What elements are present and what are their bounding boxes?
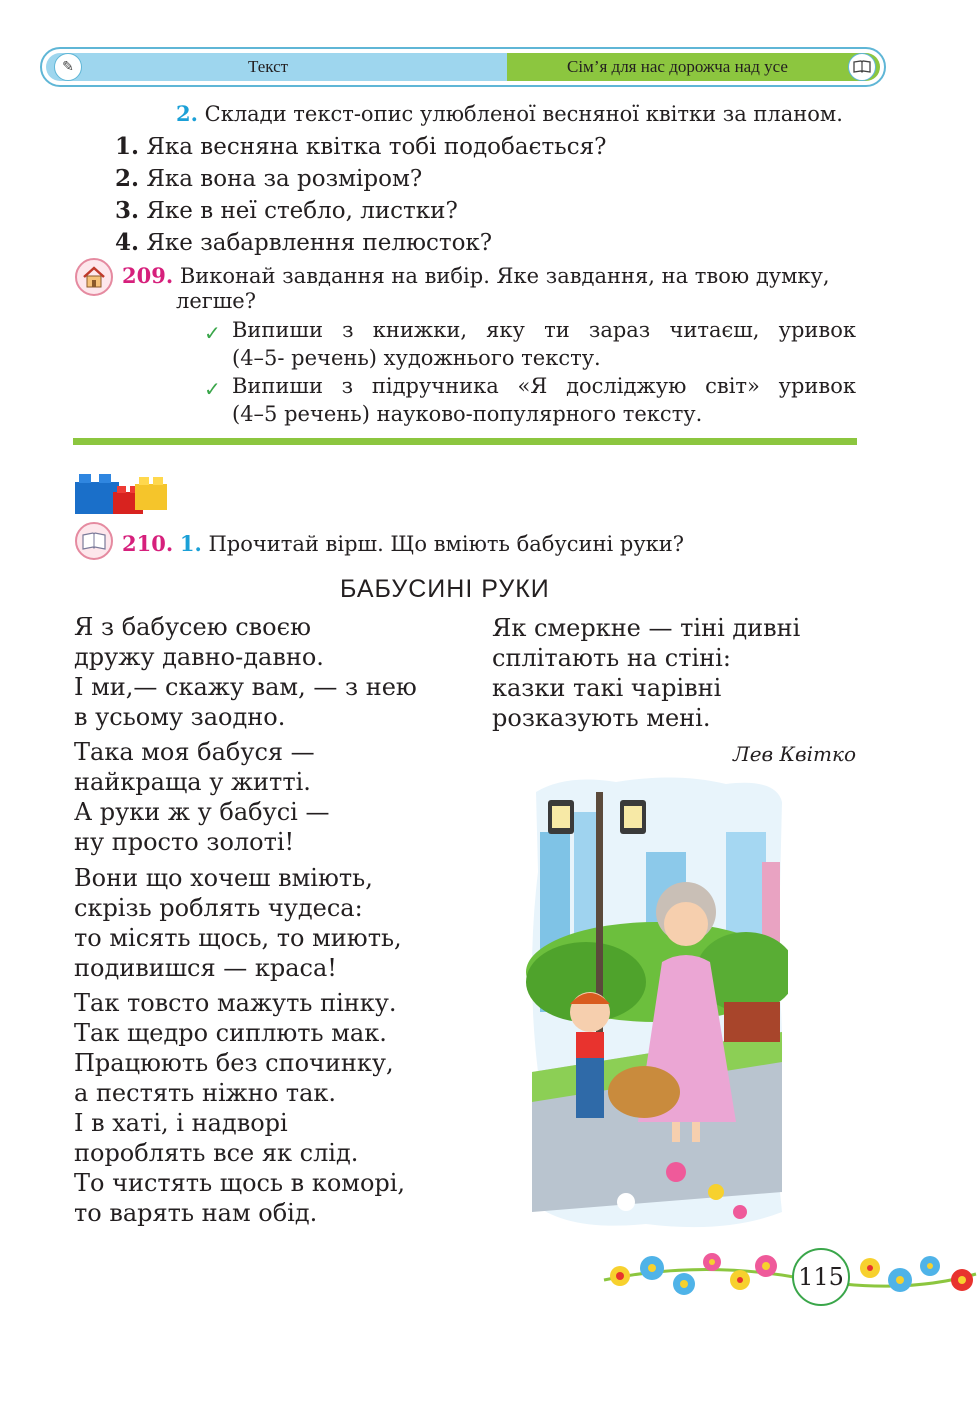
poem-line: Працюють без спочинку, <box>74 1049 394 1077</box>
task-209-line-1: 209. Виконай завдання на вибір. Яке завдання, на твою думку, <box>122 263 830 288</box>
poem-line: дружу давно-давно. <box>74 643 324 671</box>
task-209-line-2: легше? <box>176 289 256 313</box>
poem-line: Так товсто мажуть пінку. <box>74 989 397 1017</box>
task-2-line <box>176 100 843 128</box>
header-right-title: Сім’я для нас дорожча над усе <box>567 57 788 76</box>
poem-line: то варять нам обід. <box>74 1199 318 1227</box>
poem-line: Так щедро сиплють мак. <box>74 1019 387 1047</box>
poem-author: Лев Квітко <box>733 742 856 766</box>
poem-line: ну просто золоті! <box>74 828 295 856</box>
option-2-line-1: Випиши з підручника «Я досліджую світ» уривок <box>232 374 856 398</box>
poem-line: найкраща у житті. <box>74 768 311 796</box>
task-2-number: 2. <box>176 101 198 126</box>
plan-item-2: 2. Яка вона за розміром? <box>115 165 423 192</box>
task-210-number: 210. <box>122 531 174 556</box>
book-icon <box>848 53 876 81</box>
poem-line: пороблять все як слід. <box>74 1139 359 1167</box>
header-left-title: Текст <box>248 57 289 76</box>
poem-line: Вони що хочеш вміють, <box>74 864 373 892</box>
task-210-line: 210. 1. Прочитай вірш. Що вміють бабусині руки? <box>122 531 685 556</box>
poem-line: подивишся — краса! <box>74 954 337 982</box>
poem-line: то місять щось, то миють, <box>74 924 402 952</box>
poem-line: розказують мені. <box>492 704 711 732</box>
poem-line: І в хаті, і надворі <box>74 1109 288 1137</box>
poem-line: скрізь роблять чудеса: <box>74 894 363 922</box>
page-number: 115 <box>792 1248 850 1306</box>
option-1-line-2: (4–5- речень) художнього тексту. <box>232 346 601 370</box>
option-1-line-1: Випиши з книжки, яку ти зараз читаєш, уривок <box>232 318 856 342</box>
option-2-line-2: (4–5 речень) науково-популярного тексту. <box>232 402 703 426</box>
plan-item-3: 3. Яке в неї стебло, листки? <box>115 197 458 224</box>
header-right-section <box>507 53 880 81</box>
plan-item-4: 4. Яке забарвлення пелюсток? <box>115 229 493 256</box>
poem-line: сплітають на стіні: <box>492 644 731 672</box>
header-left-section <box>46 53 507 81</box>
page-header <box>40 47 886 87</box>
poem-line: в усьому заодно. <box>74 703 286 731</box>
poem-line: Я з бабусею своєю <box>74 613 311 641</box>
poem-line: Як смеркне — тіні дивні <box>492 614 801 642</box>
lego-bricks-icon <box>73 468 171 516</box>
plan-item-1: 1. Яка весняна квітка тобі подобається? <box>115 133 607 160</box>
flower-border-decoration <box>600 1240 980 1312</box>
poem-line: А руки ж у бабусі — <box>74 798 330 826</box>
poem-line: казки такі чарівні <box>492 674 722 702</box>
grandmother-boy-illustration <box>526 772 788 1234</box>
reading-book-icon <box>75 522 113 560</box>
pen-icon: ✎ <box>54 53 82 81</box>
home-task-icon <box>75 258 113 296</box>
poem-line: Така моя бабуся — <box>74 738 315 766</box>
checkmark-icon: ✓ <box>204 321 221 345</box>
task-210-sub: 1. <box>179 531 202 556</box>
task-2-text: Склади текст-опис улюбленої весняної квітки за планом. <box>204 102 843 126</box>
section-divider <box>73 438 857 445</box>
poem-title: БАБУСИНІ РУКИ <box>340 575 550 603</box>
task-209-number: 209. <box>122 263 174 288</box>
checkmark-icon: ✓ <box>204 377 221 401</box>
poem-line: І ми,— скажу вам, — з нею <box>74 673 417 701</box>
poem-line: То чистять щось в коморі, <box>74 1169 406 1197</box>
poem-line: а пестять ніжно так. <box>74 1079 337 1107</box>
